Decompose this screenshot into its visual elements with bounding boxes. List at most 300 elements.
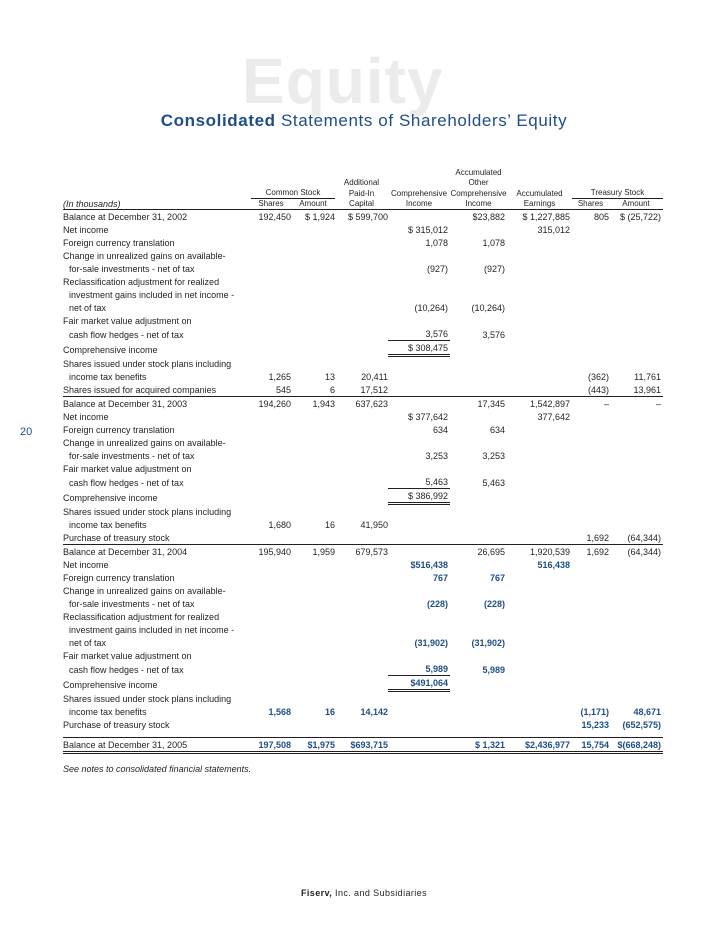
row-cell bbox=[609, 597, 663, 610]
row-cell bbox=[572, 462, 609, 475]
row-label: cash flow hedges - net of tax bbox=[69, 477, 184, 488]
row-cell bbox=[450, 504, 507, 519]
row-cell bbox=[335, 558, 388, 571]
row-cell: 805 bbox=[593, 212, 609, 222]
row-cell bbox=[291, 676, 335, 691]
row-cell: 3,576 bbox=[482, 329, 505, 340]
row-cell bbox=[291, 662, 335, 676]
row-cell: 1,692 bbox=[586, 533, 609, 543]
row-cell bbox=[450, 531, 507, 545]
row-cell bbox=[609, 410, 663, 423]
row-cell: 767 bbox=[432, 573, 448, 583]
row-cell bbox=[572, 249, 609, 262]
row-cell bbox=[507, 383, 572, 397]
row-cell bbox=[291, 449, 335, 462]
row-cell bbox=[507, 262, 572, 275]
hdr-additional: Additional bbox=[343, 178, 380, 187]
row-cell bbox=[507, 518, 572, 531]
balance-row bbox=[63, 397, 663, 411]
hdr-treasury-stock: Treasury Stock bbox=[572, 188, 663, 199]
row-label: Net income bbox=[63, 560, 109, 570]
title-bold: Consolidated bbox=[160, 111, 276, 130]
row-cell: (652,575) bbox=[622, 720, 661, 730]
row-cell bbox=[507, 662, 572, 676]
row-cell: $ 386,992 bbox=[388, 489, 450, 504]
equity-watermark: Equity bbox=[242, 45, 444, 117]
row-cell: $ 377,642 bbox=[407, 412, 448, 422]
table-row bbox=[63, 705, 663, 718]
row-cell bbox=[251, 718, 291, 731]
row-cell bbox=[291, 649, 335, 662]
row-cell bbox=[251, 301, 291, 314]
row-cell: 516,438 bbox=[537, 560, 570, 570]
row-cell bbox=[335, 301, 388, 314]
row-cell bbox=[335, 410, 388, 423]
row-cell bbox=[291, 327, 335, 341]
row-label: Shares issued under stock plans including bbox=[63, 694, 232, 704]
header-row-4 bbox=[63, 199, 663, 210]
row-cell bbox=[251, 249, 291, 262]
row-cell bbox=[609, 489, 663, 504]
row-cell bbox=[291, 571, 335, 584]
row-cell bbox=[609, 518, 663, 531]
row-cell bbox=[388, 314, 450, 327]
row-cell bbox=[450, 223, 507, 236]
row-cell bbox=[335, 449, 388, 462]
row-cell: (443) bbox=[587, 385, 609, 395]
row-cell: 1,959 bbox=[291, 545, 335, 559]
hdr-in-thousands: (In thousands) bbox=[63, 199, 251, 210]
row-cell bbox=[507, 610, 572, 623]
row-cell bbox=[572, 623, 609, 636]
row-cell: 5,463 bbox=[388, 475, 450, 489]
row-cell: 767 bbox=[489, 573, 505, 583]
header-row-2 bbox=[63, 178, 663, 188]
row-cell: 1,078 bbox=[482, 238, 505, 248]
row-cell: 637,623 bbox=[335, 397, 388, 411]
row-cell bbox=[335, 571, 388, 584]
row-cell bbox=[388, 397, 450, 411]
row-cell bbox=[572, 275, 609, 288]
row-cell: $ 315,012 bbox=[407, 225, 448, 235]
row-cell: $23,882 bbox=[472, 212, 505, 222]
table-row bbox=[63, 462, 663, 475]
row-cell bbox=[291, 558, 335, 571]
row-cell: 679,573 bbox=[335, 545, 388, 559]
hdr-capital: Capital bbox=[335, 199, 388, 210]
hdr-income-2: Income bbox=[450, 199, 507, 210]
row-label: Balance at December 31, 2005 bbox=[63, 738, 251, 753]
row-cell: (927) bbox=[483, 264, 505, 274]
row-cell bbox=[388, 356, 450, 371]
row-cell bbox=[507, 489, 572, 504]
row-cell: 17,512 bbox=[360, 385, 388, 395]
row-cell bbox=[291, 275, 335, 288]
row-cell bbox=[335, 288, 388, 301]
row-cell bbox=[251, 314, 291, 327]
row-label: Shares issued under stock plans including bbox=[63, 507, 232, 517]
row-cell bbox=[388, 504, 450, 519]
row-cell bbox=[291, 356, 335, 371]
row-cell bbox=[450, 518, 507, 531]
row-cell bbox=[251, 504, 291, 519]
row-cell bbox=[450, 314, 507, 327]
row-cell bbox=[572, 597, 609, 610]
row-cell bbox=[609, 623, 663, 636]
row-label: income tax benefits bbox=[69, 707, 147, 717]
row-cell bbox=[388, 383, 450, 397]
row-label: investment gains included in net income - bbox=[69, 625, 235, 635]
hdr-comprehensive-2: Comprehensive bbox=[450, 188, 507, 198]
row-cell: 197,508 bbox=[251, 738, 291, 753]
row-cell: $ (25,722) bbox=[619, 212, 661, 222]
row-label: Foreign currency translation bbox=[63, 573, 175, 583]
row-cell bbox=[291, 610, 335, 623]
row-cell bbox=[251, 623, 291, 636]
row-cell bbox=[251, 610, 291, 623]
row-cell bbox=[251, 410, 291, 423]
row-label: Balance at December 31, 2003 bbox=[63, 397, 251, 411]
row-cell: 16 bbox=[324, 707, 335, 717]
row-cell bbox=[335, 223, 388, 236]
row-cell bbox=[572, 410, 609, 423]
row-cell bbox=[609, 236, 663, 249]
row-cell bbox=[251, 423, 291, 436]
row-label: Fair market value adjustment on bbox=[63, 316, 192, 326]
row-cell bbox=[251, 341, 291, 356]
row-cell: 5,989 bbox=[388, 662, 450, 676]
row-cell bbox=[507, 531, 572, 545]
table-row bbox=[63, 489, 663, 504]
table-row bbox=[63, 558, 663, 571]
row-cell: (927) bbox=[426, 264, 448, 274]
row-label: Shares issued under stock plans including bbox=[63, 359, 232, 369]
row-cell bbox=[388, 210, 450, 224]
row-label: Balance at December 31, 2002 bbox=[63, 212, 188, 222]
row-cell: 1,542,897 bbox=[507, 397, 572, 411]
row-cell bbox=[507, 436, 572, 449]
table-row bbox=[63, 636, 663, 649]
row-cell bbox=[291, 584, 335, 597]
table-row bbox=[63, 275, 663, 288]
row-cell bbox=[251, 275, 291, 288]
row-cell bbox=[388, 705, 450, 718]
row-cell bbox=[507, 275, 572, 288]
row-cell bbox=[507, 288, 572, 301]
row-cell: $(668,248) bbox=[609, 738, 663, 753]
row-cell bbox=[450, 676, 507, 691]
row-cell bbox=[388, 623, 450, 636]
row-cell: (10,264) bbox=[414, 303, 448, 313]
row-cell: (228) bbox=[483, 599, 505, 609]
row-cell bbox=[572, 327, 609, 341]
row-cell bbox=[251, 449, 291, 462]
row-cell bbox=[335, 314, 388, 327]
row-cell bbox=[609, 223, 663, 236]
row-cell bbox=[609, 341, 663, 356]
row-cell bbox=[609, 314, 663, 327]
row-cell bbox=[507, 449, 572, 462]
row-cell bbox=[609, 584, 663, 597]
row-cell bbox=[572, 584, 609, 597]
header-row-1 bbox=[63, 168, 663, 178]
row-cell bbox=[609, 301, 663, 314]
row-cell bbox=[572, 691, 609, 706]
row-label: Fair market value adjustment on bbox=[63, 464, 192, 474]
row-cell: 20,411 bbox=[361, 372, 388, 382]
row-cell bbox=[507, 691, 572, 706]
row-cell bbox=[572, 649, 609, 662]
table-row bbox=[63, 623, 663, 636]
row-cell bbox=[609, 249, 663, 262]
row-cell bbox=[507, 623, 572, 636]
table-row bbox=[63, 223, 663, 236]
row-cell bbox=[335, 341, 388, 356]
row-cell bbox=[507, 504, 572, 519]
row-cell bbox=[291, 504, 335, 519]
table-row bbox=[63, 288, 663, 301]
row-cell bbox=[507, 584, 572, 597]
row-cell bbox=[507, 705, 572, 718]
row-cell bbox=[450, 370, 507, 383]
row-label: Foreign currency translation bbox=[63, 238, 175, 248]
header-row-3 bbox=[63, 188, 663, 199]
row-cell bbox=[291, 236, 335, 249]
row-cell bbox=[251, 436, 291, 449]
row-cell: $ 1,321 bbox=[450, 738, 507, 753]
row-cell bbox=[335, 718, 388, 731]
row-cell bbox=[450, 436, 507, 449]
row-cell bbox=[291, 597, 335, 610]
hdr-income: Income bbox=[388, 199, 450, 210]
table-row bbox=[63, 314, 663, 327]
row-cell bbox=[572, 449, 609, 462]
row-cell bbox=[335, 262, 388, 275]
row-cell: (228) bbox=[426, 599, 448, 609]
row-cell: 1,692 bbox=[572, 545, 609, 559]
row-cell bbox=[291, 531, 335, 545]
row-cell bbox=[572, 314, 609, 327]
row-cell bbox=[388, 370, 450, 383]
row-label: Net income bbox=[63, 225, 109, 235]
row-cell: (10,264) bbox=[471, 303, 505, 313]
row-cell bbox=[388, 288, 450, 301]
row-cell bbox=[450, 649, 507, 662]
row-cell bbox=[572, 236, 609, 249]
row-cell bbox=[450, 410, 507, 423]
row-cell bbox=[335, 327, 388, 341]
row-cell bbox=[609, 262, 663, 275]
row-cell bbox=[251, 584, 291, 597]
row-cell bbox=[335, 676, 388, 691]
row-cell: 315,012 bbox=[537, 225, 570, 235]
row-label: Change in unrealized gains on available- bbox=[63, 251, 226, 261]
row-cell bbox=[335, 475, 388, 489]
row-cell bbox=[507, 462, 572, 475]
hdr-comprehensive: Comprehensive bbox=[390, 188, 448, 198]
page-footer bbox=[0, 888, 728, 898]
table-row bbox=[63, 383, 663, 397]
row-cell bbox=[507, 676, 572, 691]
row-cell: 17,345 bbox=[450, 397, 507, 411]
row-cell bbox=[572, 262, 609, 275]
row-cell bbox=[335, 236, 388, 249]
row-cell bbox=[335, 691, 388, 706]
row-cell: $ 1,924 bbox=[304, 212, 335, 222]
row-cell bbox=[388, 718, 450, 731]
row-cell bbox=[291, 249, 335, 262]
row-cell bbox=[291, 636, 335, 649]
row-cell bbox=[450, 383, 507, 397]
table-row bbox=[63, 518, 663, 531]
row-cell bbox=[507, 341, 572, 356]
row-cell: 16 bbox=[324, 520, 335, 530]
row-cell bbox=[291, 489, 335, 504]
row-cell bbox=[450, 623, 507, 636]
row-cell: $ 308,475 bbox=[388, 341, 450, 356]
row-cell bbox=[335, 249, 388, 262]
row-cell bbox=[291, 410, 335, 423]
row-cell bbox=[609, 327, 663, 341]
row-cell: $ 1,227,885 bbox=[522, 212, 570, 222]
row-cell bbox=[291, 288, 335, 301]
row-cell bbox=[609, 462, 663, 475]
footer-company: Fiserv, bbox=[300, 888, 333, 898]
row-cell bbox=[450, 691, 507, 706]
row-cell: (31,902) bbox=[471, 638, 505, 648]
table-row bbox=[63, 341, 663, 356]
row-cell bbox=[572, 662, 609, 676]
row-label: cash flow hedges - net of tax bbox=[69, 664, 184, 675]
table-row bbox=[63, 423, 663, 436]
row-cell bbox=[450, 489, 507, 504]
row-cell bbox=[251, 571, 291, 584]
row-cell: $1,975 bbox=[291, 738, 335, 753]
row-cell bbox=[251, 597, 291, 610]
row-cell bbox=[291, 341, 335, 356]
row-label: net of tax bbox=[69, 638, 107, 648]
row-label: Change in unrealized gains on available- bbox=[63, 586, 226, 596]
row-cell: $2,436,977 bbox=[507, 738, 572, 753]
table-row bbox=[63, 718, 663, 731]
row-cell bbox=[609, 475, 663, 489]
row-cell: $693,715 bbox=[335, 738, 388, 753]
table-row bbox=[63, 610, 663, 623]
row-cell bbox=[609, 571, 663, 584]
title-rest: Statements of Shareholders’ Equity bbox=[280, 111, 568, 130]
row-cell: 1,680 bbox=[268, 520, 291, 530]
row-cell bbox=[335, 662, 388, 676]
row-cell bbox=[572, 518, 609, 531]
table-row bbox=[63, 504, 663, 519]
row-cell bbox=[291, 423, 335, 436]
row-cell: 1,920,539 bbox=[507, 545, 572, 559]
row-cell bbox=[335, 531, 388, 545]
row-cell: 15,754 bbox=[572, 738, 609, 753]
table-row bbox=[63, 584, 663, 597]
row-cell bbox=[507, 236, 572, 249]
row-cell bbox=[251, 676, 291, 691]
row-cell bbox=[450, 558, 507, 571]
hdr-accumulated-2: Accumulated bbox=[516, 188, 563, 198]
row-cell bbox=[507, 571, 572, 584]
table-row bbox=[63, 327, 663, 341]
hdr-amount: Amount bbox=[291, 199, 335, 210]
row-cell bbox=[609, 610, 663, 623]
balance-row bbox=[63, 210, 663, 224]
row-cell bbox=[335, 649, 388, 662]
equity-table bbox=[63, 168, 663, 754]
row-cell bbox=[388, 610, 450, 623]
row-cell bbox=[251, 475, 291, 489]
table-row bbox=[63, 449, 663, 462]
row-cell bbox=[609, 662, 663, 676]
row-cell bbox=[251, 236, 291, 249]
table-row bbox=[63, 301, 663, 314]
row-cell bbox=[572, 341, 609, 356]
row-cell bbox=[572, 489, 609, 504]
row-cell: (31,902) bbox=[414, 638, 448, 648]
row-cell bbox=[291, 436, 335, 449]
row-cell bbox=[572, 475, 609, 489]
row-cell bbox=[388, 275, 450, 288]
table-row bbox=[63, 475, 663, 489]
row-cell: 14,142 bbox=[360, 707, 388, 717]
row-cell bbox=[388, 584, 450, 597]
row-cell bbox=[335, 436, 388, 449]
row-cell bbox=[388, 531, 450, 545]
hdr-t-shares: Shares bbox=[572, 199, 609, 210]
row-cell bbox=[609, 691, 663, 706]
row-cell bbox=[572, 504, 609, 519]
row-cell: 13,961 bbox=[633, 385, 661, 395]
row-cell bbox=[335, 356, 388, 371]
row-cell bbox=[450, 705, 507, 718]
hdr-t-amount: Amount bbox=[609, 199, 663, 210]
row-cell bbox=[609, 676, 663, 691]
row-cell bbox=[572, 636, 609, 649]
row-cell bbox=[507, 597, 572, 610]
row-cell bbox=[291, 314, 335, 327]
row-label: Foreign currency translation bbox=[63, 425, 175, 435]
row-cell bbox=[609, 275, 663, 288]
row-cell bbox=[251, 223, 291, 236]
row-cell bbox=[335, 489, 388, 504]
row-cell: (64,344) bbox=[609, 545, 663, 559]
page-number: 20 bbox=[20, 426, 33, 438]
row-cell bbox=[572, 571, 609, 584]
row-cell bbox=[572, 436, 609, 449]
row-cell bbox=[335, 275, 388, 288]
row-cell bbox=[388, 436, 450, 449]
row-cell: 1,265 bbox=[268, 372, 291, 382]
row-cell: 11,761 bbox=[634, 372, 661, 382]
row-cell bbox=[572, 356, 609, 371]
hdr-other: Other bbox=[468, 178, 489, 187]
row-label: Comprehensive income bbox=[63, 679, 158, 690]
row-cell bbox=[507, 301, 572, 314]
row-cell bbox=[251, 636, 291, 649]
balance-row bbox=[63, 738, 663, 753]
row-cell bbox=[572, 558, 609, 571]
row-cell: 1,943 bbox=[291, 397, 335, 411]
row-cell bbox=[450, 275, 507, 288]
footer-rest: Inc. and Subsidiaries bbox=[332, 888, 427, 898]
row-cell: $ 599,700 bbox=[347, 212, 388, 222]
row-cell bbox=[291, 223, 335, 236]
row-cell bbox=[291, 301, 335, 314]
row-cell bbox=[609, 288, 663, 301]
